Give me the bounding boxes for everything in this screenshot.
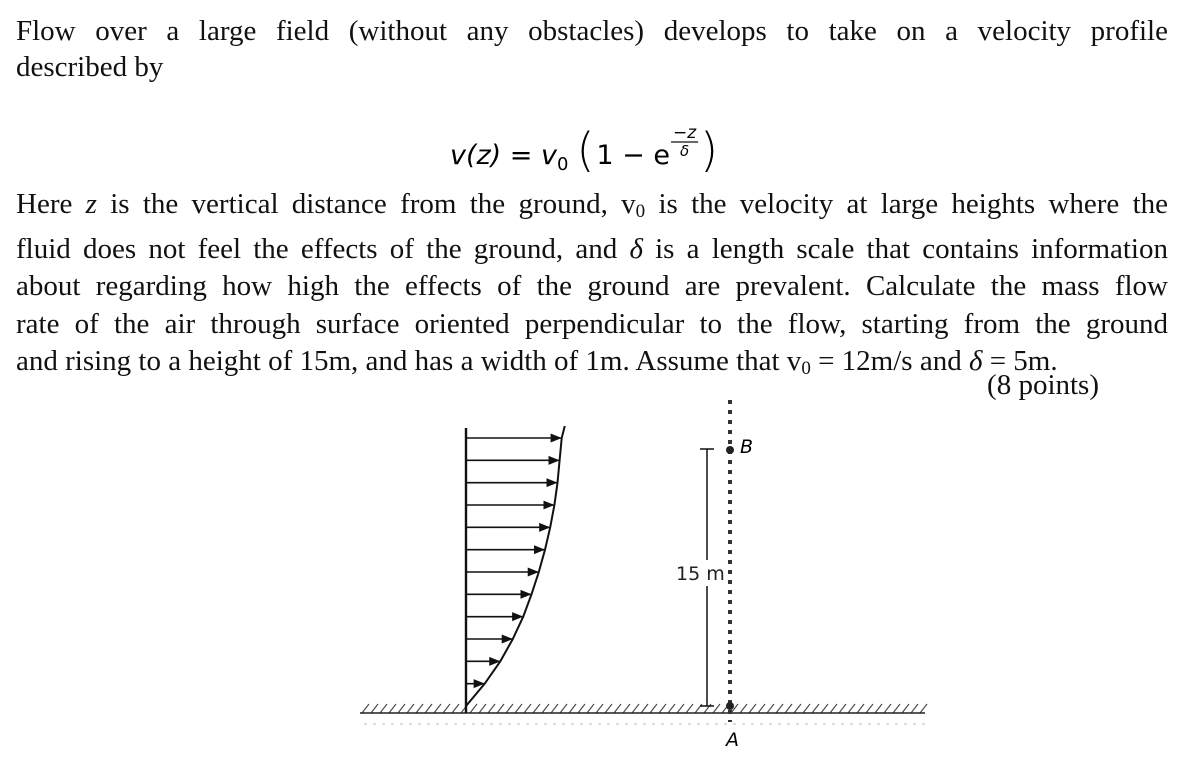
hatch-mark <box>839 704 846 713</box>
hatch-mark <box>821 704 828 713</box>
hatch-mark <box>614 704 621 713</box>
hatch-mark <box>434 704 441 713</box>
math-symbol: δ <box>629 232 643 265</box>
hatch-mark <box>398 704 405 713</box>
equation-lhs-sub: 0 <box>557 154 569 175</box>
hatch-mark <box>767 704 774 713</box>
hatch-mark <box>830 704 837 713</box>
hatch-mark <box>578 704 585 713</box>
hatch-mark <box>875 704 882 713</box>
hatch-mark <box>542 704 549 713</box>
hatch-mark <box>497 704 504 713</box>
text-run: and rising to a height of 15m, and has a width of 1m. Assume that v <box>16 345 802 377</box>
equation-lhs: v(z) = v <box>450 140 557 171</box>
hatch-mark <box>470 704 477 713</box>
text-run: about regarding how high the effects of the ground are prevalent. Calculate the mass flow <box>16 270 1168 302</box>
hatch-mark <box>524 704 531 713</box>
hatch-mark <box>389 704 396 713</box>
profile-curve <box>466 426 565 706</box>
right-paren: ) <box>700 123 719 177</box>
text-run: is a length scale that contains information <box>642 232 1168 265</box>
hatch-mark <box>650 704 657 713</box>
text-run: fluid does not feel the effects of the ground, and <box>16 232 630 265</box>
point-b-label: B <box>740 436 754 458</box>
hatch-mark <box>659 704 666 713</box>
hatch-mark <box>884 704 891 713</box>
hatch-mark <box>677 704 684 713</box>
hatch-mark <box>785 704 792 713</box>
subscript: 0 <box>635 201 646 222</box>
hatch-mark <box>794 704 801 713</box>
subscript: 0 <box>801 358 811 379</box>
intro-line-2: described by <box>16 51 164 83</box>
hatch-mark <box>425 704 432 713</box>
hatch-mark <box>443 704 450 713</box>
hatch-mark <box>641 704 648 713</box>
velocity-arrows <box>466 438 561 684</box>
hatch-mark <box>857 704 864 713</box>
hatch-mark <box>623 704 630 713</box>
hatch-mark <box>407 704 414 713</box>
hatch-mark <box>605 704 612 713</box>
hatch-mark <box>533 704 540 713</box>
hatch-mark <box>686 704 693 713</box>
hatch-mark <box>803 704 810 713</box>
hatch-mark <box>848 704 855 713</box>
hatch-mark <box>911 704 918 713</box>
point-a-label: A <box>726 729 739 751</box>
intro-line-1: Flow over a large field (without any obstacles) develops to take on a velocity profile <box>16 15 1168 47</box>
math-symbol: z <box>85 188 97 220</box>
hatch-mark <box>902 704 909 713</box>
hatch-mark <box>866 704 873 713</box>
height-label: 15 m <box>676 563 725 585</box>
hatch-mark <box>569 704 576 713</box>
hatch-mark <box>758 704 765 713</box>
hatch-mark <box>515 704 522 713</box>
text-run: = 12m/s and <box>810 345 969 377</box>
hatch-mark <box>749 704 756 713</box>
hatch-mark <box>893 704 900 713</box>
point-a-marker <box>726 702 734 710</box>
hatch-mark <box>560 704 567 713</box>
hatch-mark <box>812 704 819 713</box>
text-run: Here <box>16 188 86 220</box>
math-symbol: δ <box>968 345 983 377</box>
text-run: is the vertical distance from the ground, v <box>96 188 636 220</box>
hatch-mark <box>920 704 927 713</box>
ground-hatching <box>362 704 927 724</box>
hatch-mark <box>668 704 675 713</box>
hatch-mark <box>488 704 495 713</box>
hatch-mark <box>632 704 639 713</box>
hatch-mark <box>596 704 603 713</box>
exponent-numerator: −z <box>672 123 697 143</box>
hatch-mark <box>479 704 486 713</box>
point-b-marker <box>726 446 734 454</box>
hatch-mark <box>587 704 594 713</box>
hatch-mark <box>776 704 783 713</box>
hatch-mark <box>380 704 387 713</box>
text-run: rate of the air through surface oriented perpendicular to the flow, starting from the ground <box>16 307 1168 340</box>
points-label: (8 points) <box>987 369 1099 401</box>
hatch-mark <box>371 704 378 713</box>
exponent-denominator: δ <box>679 142 690 160</box>
hatch-mark <box>416 704 423 713</box>
hatch-mark <box>452 704 459 713</box>
hatch-mark <box>362 704 369 713</box>
text-run: is the velocity at large heights where the <box>645 188 1169 220</box>
equation-one-minus: 1 − e <box>596 140 670 171</box>
hatch-mark <box>551 704 558 713</box>
left-paren: ( <box>576 123 595 177</box>
hatch-mark <box>740 704 747 713</box>
text-run: = 5m. <box>982 345 1058 377</box>
hatch-mark <box>506 704 513 713</box>
hatch-mark <box>713 704 720 713</box>
